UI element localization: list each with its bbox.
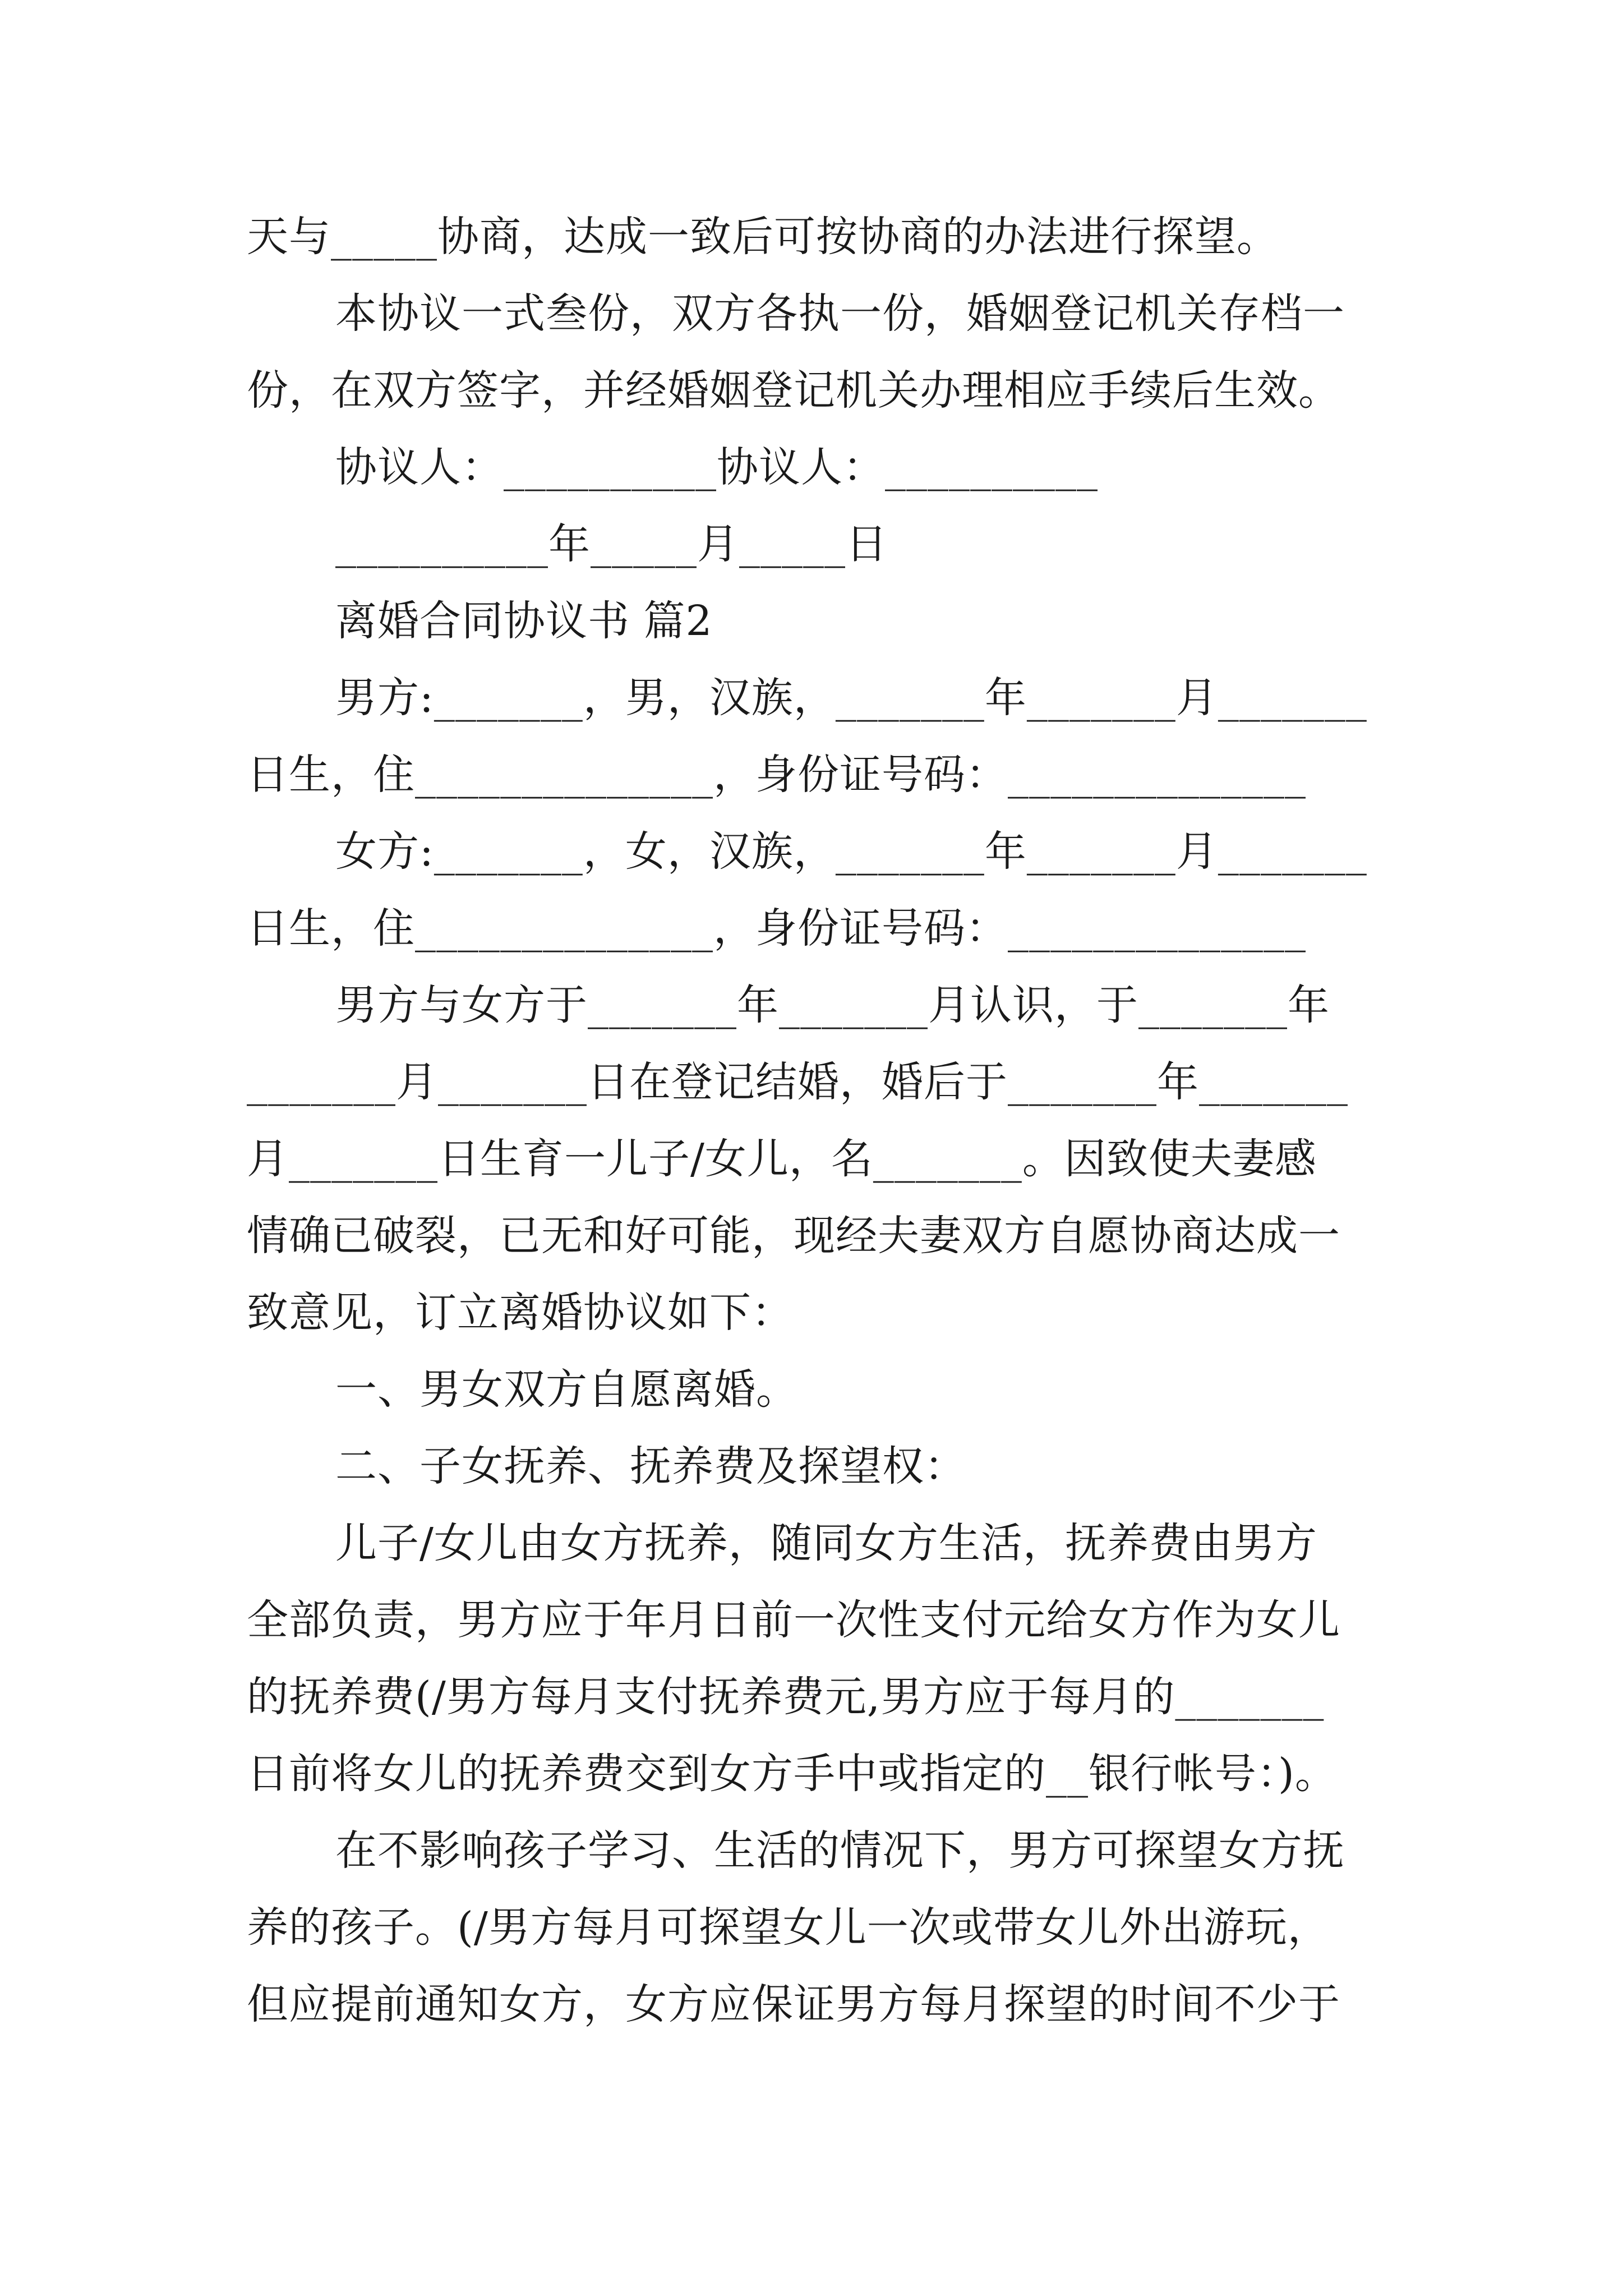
text-line-2: 本协议一式叁份，双方各执一份，婚姻登记机关存档一	[335, 289, 1345, 338]
text-line-male-2: 日生，住______________，身份证号码：______________	[247, 751, 1306, 799]
text-line-17: 全部负责，男方应于年月日前一次性支付元给女方作为女儿	[247, 1596, 1340, 1644]
text-line-3: 份，在双方签字，并经婚姻登记机关办理相应手续后生效。	[247, 366, 1340, 415]
text-line-21: 养的孩子。(/男方每月可探望女儿一次或带女儿外出游玩，	[247, 1903, 1330, 1952]
text-line-1: 天与_____协商，达成一致后可按协商的办法进行探望。	[247, 213, 1279, 261]
text-line-female-1: 女方:_______，女，汉族，_______年_______月_______	[335, 827, 1367, 876]
text-line-22: 但应提前通知女方，女方应保证男方每月探望的时间不少于	[247, 1980, 1340, 2028]
text-line-13: 致意见，订立离婚协议如下：	[247, 1289, 794, 1337]
text-line-male-1: 男方:_______，男，汉族，_______年_______月_______	[335, 674, 1367, 722]
date-line: __________年_____月_____日	[335, 520, 888, 568]
text-line-11: 月_______日生育一儿子/女儿，名_______。因致使夫妻感	[247, 1135, 1317, 1183]
text-line-19: 日前将女儿的抚养费交到女方手中或指定的__银行帐号：)。	[247, 1750, 1337, 1798]
text-line-20: 在不影响孩子学习、生活的情况下，男方可探望女方抚	[335, 1826, 1345, 1875]
text-line-10: _______月_______日在登记结婚，婚后于_______年_______	[247, 1058, 1348, 1106]
signature-line: 协议人：__________协议人：__________	[335, 443, 1098, 491]
clause-2: 二、子女抚养、抚养费及探望权：	[335, 1442, 966, 1490]
text-line-16: 儿子/女儿由女方抚养，随同女方生活，抚养费由男方	[335, 1519, 1317, 1567]
clause-1: 一、男女双方自愿离婚。	[335, 1365, 798, 1414]
text-line-9: 男方与女方于_______年_______月认识，于_______年	[335, 981, 1330, 1029]
section-title: 离婚合同协议书 篇2	[335, 597, 713, 645]
text-line-18: 的抚养费(/男方每月支付抚养费元,男方应于每月的_______	[247, 1673, 1325, 1721]
text-line-12: 情确已破裂，已无和好可能，现经夫妻双方自愿协商达成一	[247, 1212, 1340, 1260]
text-line-female-2: 日生，住______________，身份证号码：______________	[247, 904, 1306, 953]
